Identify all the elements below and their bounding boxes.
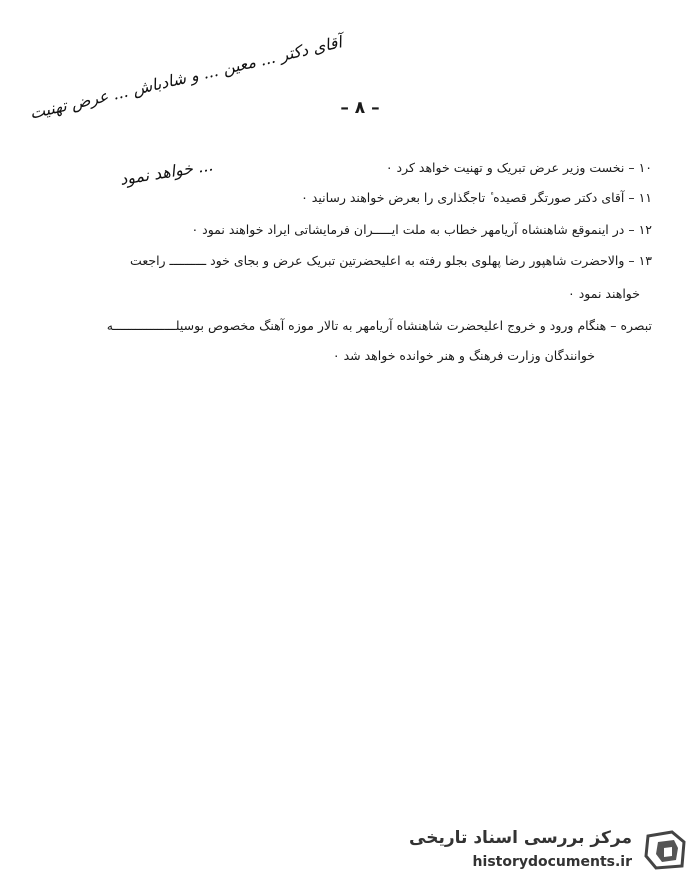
watermark-title: مرکز بررسی اسناد تاریخی [409,828,632,848]
item-line-12: ۱۲ – در اینموقع شاهنشاه آریامهر خطاب به ملت ایـــــران فرمایشاتی ایراد خواهند نمود ٠ [191,222,652,237]
handwritten-annotation: آقای دکتر ... معین ... و شادباش ... عرض تهنیت [27,32,344,123]
page-number: – ۸ – [340,98,380,118]
item-line-11: ۱۱ – آقای دکتر صورتگر قصیده ٔ تاجگذاری را بعرض خواهند رسانید ٠ [301,190,652,205]
item-line-13: ۱۳ – والاحضرت شاهپور رضا پهلوی بجلو رفته به اعلیحضرتین تبریک عرض و بجای خود ــــــــــ راجعت [130,253,652,268]
archive-logo-icon [642,826,690,874]
item-line-10: ۱۰ – نخست وزیر عرض تبریک و تهنیت خواهد کرد ٠ [385,160,652,175]
watermark-logo [380,822,690,880]
note-line: تبصره – هنگام ورود و خروج اعلیحضرت شاهنشاه آریامهر به تالار موزه آهنگ مخصوص بوسیلـــــــــــــــــه [106,318,652,333]
note-line-continued: خوانندگان وزارت فرهنگ و هنر خوانده خواهد شد ٠ [332,348,595,363]
watermark-url: historydocuments.ir [472,854,632,870]
item-line-13-continued: خواهند نمود ٠ [568,286,640,301]
handwritten-annotation: ... خواهد نمود [118,155,215,189]
